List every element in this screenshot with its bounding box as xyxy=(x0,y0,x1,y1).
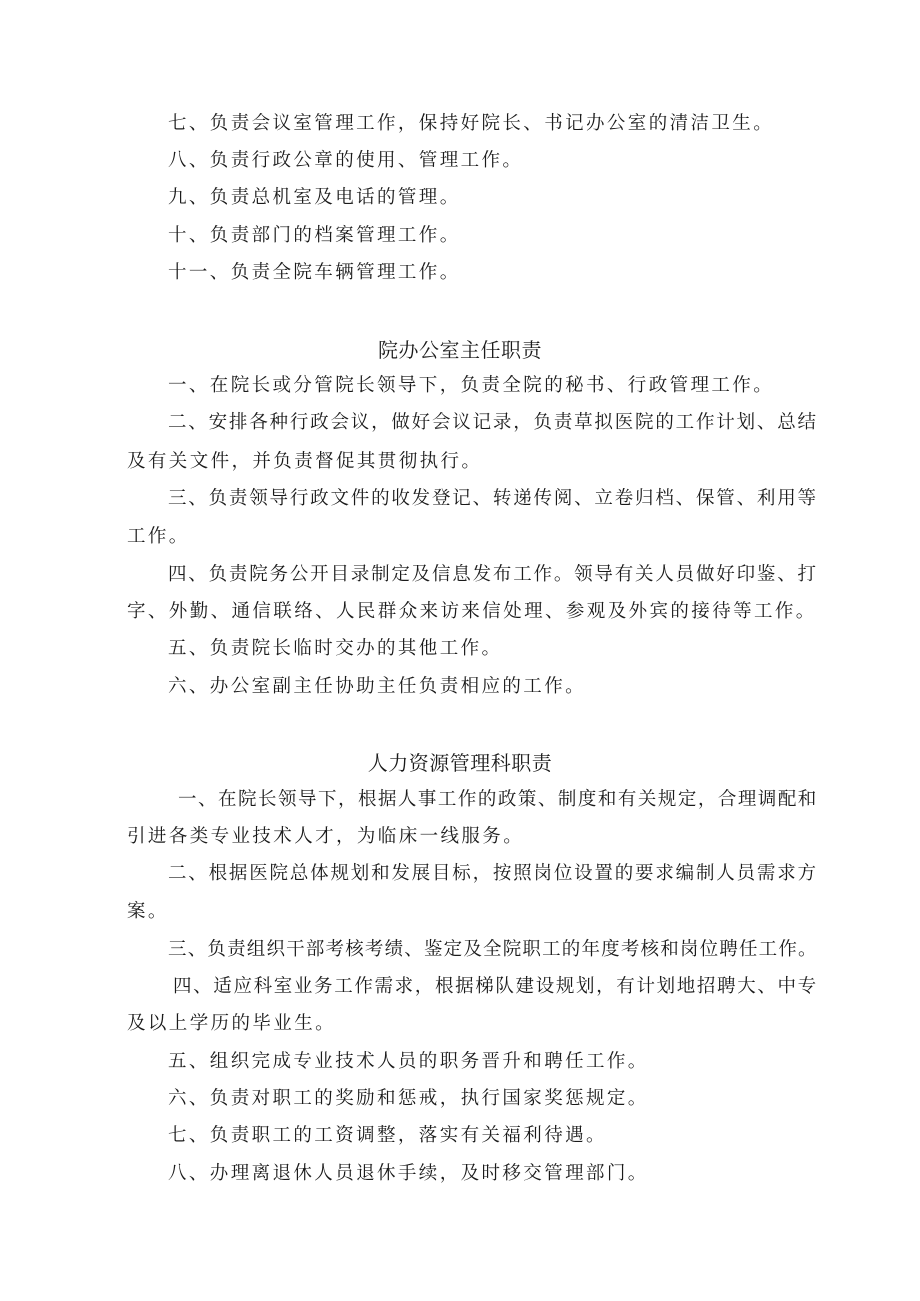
duty-item-10: 十、负责部门的档案管理工作。 xyxy=(168,225,461,246)
paragraph-line: 二、安排各种行政会议，做好会议记录，负责草拟医院的工作计划、总结 xyxy=(168,412,818,433)
paragraph-line: 八、办理离退休人员退休手续，及时移交管理部门。 xyxy=(168,1163,649,1184)
paragraph-line: 五、负责院长临时交办的其他工作。 xyxy=(168,638,503,659)
paragraph-line: 字、外勤、通信联络、人民群众来访来信处理、参观及外宾的接待等工作。 xyxy=(127,601,817,622)
paragraph-line: 引进各类专业技术人才，为临床一线服务。 xyxy=(127,826,525,847)
paragraph-line: 二、根据医院总体规划和发展目标，按照岗位设置的要求编制人员需求方 xyxy=(168,863,818,884)
paragraph-line: 三、负责组织干部考核考绩、鉴定及全院职工的年度考核和岗位聘任工作。 xyxy=(168,939,818,960)
section-title-hr: 人力资源管理科职责 xyxy=(367,751,553,775)
paragraph-line: 四、适应科室业务工作需求，根据梯队建设规划，有计划地招聘大、中专 xyxy=(173,976,818,997)
paragraph-line: 工作。 xyxy=(127,526,190,547)
paragraph-line: 四、负责院务公开目录制定及信息发布工作。领导有关人员做好印鉴、打 xyxy=(168,564,818,585)
paragraph-line: 及有关文件，并负责督促其贯彻执行。 xyxy=(127,451,483,472)
paragraph-line: 三、负责领导行政文件的收发登记、转递传阅、立卷归档、保管、利用等 xyxy=(168,488,818,509)
paragraph-line: 六、负责对职工的奖励和惩戒，执行国家奖惩规定。 xyxy=(168,1088,649,1109)
duty-item-9: 九、负责总机室及电话的管理。 xyxy=(168,187,461,208)
paragraph-line: 一、在院长领导下，根据人事工作的政策、制度和有关规定，合理调配和 xyxy=(178,789,818,810)
paragraph-line: 一、在院长或分管院长领导下，负责全院的秘书、行政管理工作。 xyxy=(168,375,775,396)
duty-item-7: 七、负责会议室管理工作，保持好院长、书记办公室的清洁卫生。 xyxy=(168,113,775,134)
paragraph-line: 案。 xyxy=(127,901,169,922)
duty-item-11: 十一、负责全院车辆管理工作。 xyxy=(168,262,461,283)
paragraph-line: 六、办公室副主任协助主任负责相应的工作。 xyxy=(168,676,587,697)
paragraph-line: 及以上学历的毕业生。 xyxy=(127,1013,337,1034)
duty-item-8: 八、负责行政公章的使用、管理工作。 xyxy=(168,150,524,171)
paragraph-line: 七、负责职工的工资调整，落实有关福利待遇。 xyxy=(168,1125,607,1146)
section-title-office-director: 院办公室主任职责 xyxy=(378,338,542,362)
paragraph-line: 五、组织完成专业技术人员的职务晋升和聘任工作。 xyxy=(168,1051,649,1072)
